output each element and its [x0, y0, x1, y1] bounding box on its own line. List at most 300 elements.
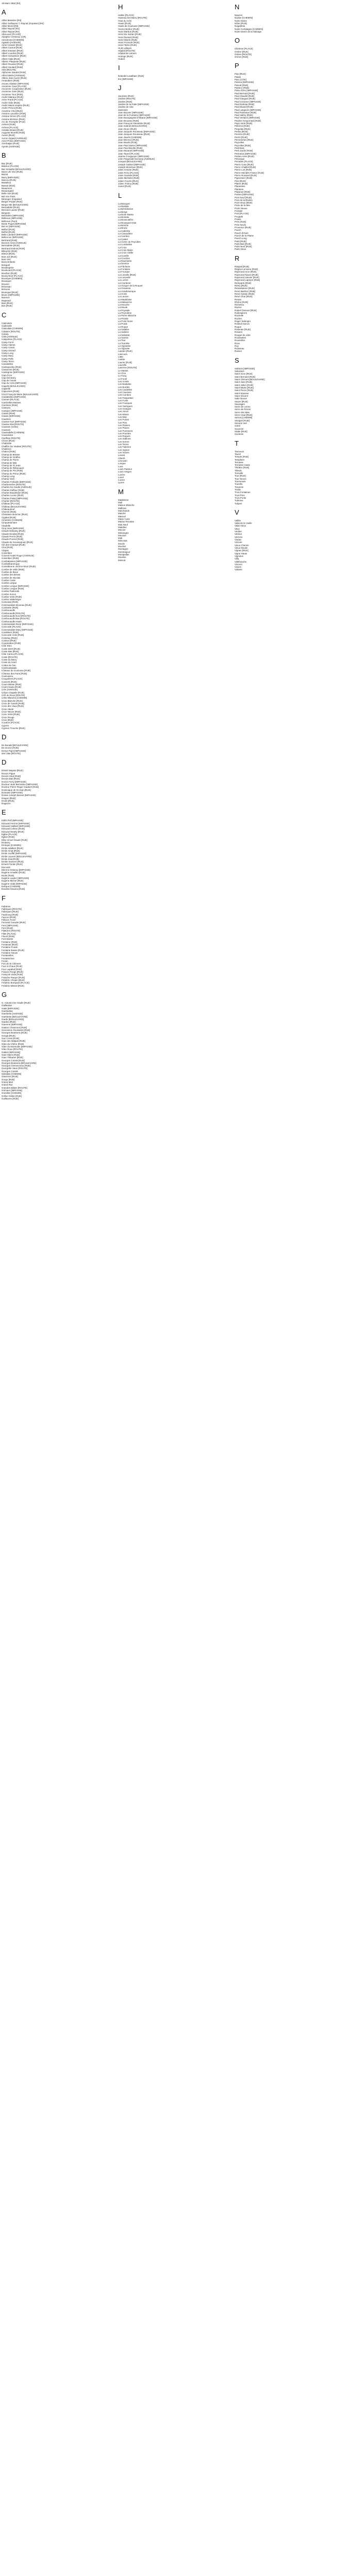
street-entry: Grand Rue [2, 1083, 13, 1087]
street-entry: Félicien Fevre [2, 919, 16, 922]
street-entry: Valat de la Vieille [235, 522, 252, 525]
street-entry: Puech [235, 229, 241, 232]
street-entry: Jean de la Fontaine [IMPASSE] [118, 114, 151, 117]
street-entry: Pays Verts [RUE] [235, 122, 253, 125]
street-entry: Brune [IMPASSE] [2, 294, 20, 296]
street-entry: Clapas [2, 549, 9, 552]
street-entry: Coste [ROUTE] [2, 655, 18, 658]
street-entry: Porte Neuve [235, 207, 247, 210]
street-entry: Serre de Lerme [235, 405, 251, 409]
street-entry: Jules Michelet [RUE] [118, 177, 140, 180]
street-entry: Anselme Chol [RUE] [2, 109, 23, 112]
street-entry: Pareira [IMPASSE] [235, 81, 254, 84]
street-entry: Jules Ferry [PLACE] [118, 171, 139, 174]
street-entry: Bouvier [2, 282, 10, 285]
index-section [118, 84, 233, 188]
street-entry: Gaillardas [2, 1004, 12, 1007]
street-entry: Albert Einstein [RUE] [2, 49, 23, 52]
street-entry: Olivières [PLACE] [235, 47, 253, 50]
street-entry: Jardins [RUE] [118, 100, 132, 103]
street-entry: Croix Verte [RUE] [2, 713, 20, 716]
street-entry: Combouaulls Nord [ROUTE] [2, 615, 30, 617]
street-entry: Pont Neuf [RUE] [235, 196, 252, 199]
street-entry: Eugène Michel [RUE] [2, 879, 24, 883]
street-entry: Verdier [235, 530, 242, 533]
street-entry: Les Priorités [118, 432, 131, 435]
street-entry: Fabriques [ROUTE] [2, 907, 22, 910]
street-entry: Taurel [235, 452, 241, 455]
street-entry: Frédéric Bompard [PLACE] [2, 981, 29, 985]
street-entry: Joseph Monclave [RUE] [118, 166, 143, 169]
street-entry: Richelieu [235, 303, 244, 307]
street-entry: Marius Roustan [118, 520, 135, 523]
street-entry: Calvaire [ROUTE] [2, 330, 20, 333]
street-entry: Raymond Lapeyre [RUE] [235, 279, 260, 282]
street-entry: Beaumont [2, 187, 12, 190]
street-entry: De Gozon [RUE] [2, 747, 19, 750]
street-entry: Faubourg [RUE] [2, 913, 19, 916]
street-entry: Les Tuileries [118, 446, 131, 449]
street-entry: La Bénédiction [118, 208, 134, 211]
street-entry: Tonnelle [235, 472, 243, 475]
street-entry: Chalon [RUE] [2, 450, 16, 453]
street-entry: Post [PLACE] [235, 212, 249, 215]
street-entry: Causse Bas [ROUTE] [2, 423, 24, 426]
street-entry: Cap d'Aze [2, 374, 12, 377]
street-entry: Droits [RUE] [2, 799, 14, 802]
street-entry: Vigne Haute [235, 552, 247, 555]
street-entry: Tuileries [235, 499, 243, 502]
index-section [2, 733, 116, 755]
street-entry: Béranger (Impasse) [2, 198, 22, 201]
street-entry: Anne Frank [PLACE] [2, 98, 23, 101]
street-entry: Viaduc [235, 538, 242, 541]
street-entry: Camp Gérard [2, 349, 15, 352]
street-entry: Cinq Aires [IMPASSE] [2, 527, 24, 530]
index-section [235, 62, 348, 250]
street-entry: Capitelle [2, 387, 11, 391]
street-entry: Cantegrive [IMPASSE] [2, 371, 25, 374]
street-entry: Bernadette [RUE] [2, 206, 20, 209]
street-entry: Henri Fromont [RUE] [118, 41, 140, 44]
street-entry: Roland Garros [235, 323, 250, 326]
street-entry: Puits Vieux [235, 248, 246, 251]
street-entry: Charlier [ROUTE] [2, 499, 20, 502]
street-entry: Jumel [RUE] [118, 185, 131, 188]
street-entry: Les Fourques [118, 402, 132, 405]
street-entry: Henri Dunant [RUE] [118, 36, 139, 39]
street-entry: Cécil François Marie [BOULEVARD] [2, 393, 39, 396]
street-entry: Perrière [RUE] [235, 133, 250, 136]
street-entry: Crêpe Chapelle [RUE] [2, 691, 24, 694]
street-entry: Pervenches [RUE] [235, 138, 254, 141]
street-entry: Lunel [118, 476, 124, 479]
street-entry: Remparts [RUE] [235, 281, 252, 284]
street-entry: Pins [RUE] [235, 179, 246, 182]
street-entry: Caudens [2, 417, 11, 420]
street-entry: Claude Perrin [RUE] [2, 535, 23, 538]
street-entry: Marie Curie [118, 517, 130, 520]
street-entry: Albert Schweitzer [RUE] [2, 55, 26, 58]
street-entry: Le Clos [118, 371, 126, 375]
street-entry: Valat Vieux [235, 524, 246, 528]
street-entry: Caussèdes [2, 434, 13, 437]
street-entry: Camp Tercic [2, 360, 14, 363]
street-entry: Cassis [RUE] [2, 412, 15, 415]
street-entry: Parc [CITE] [235, 78, 246, 81]
street-entry: Pierre Loti [RUE] [235, 168, 252, 172]
street-entry: Rosiers [235, 331, 243, 334]
street-entry: Combalasses [IMPASSE] [2, 560, 27, 563]
street-entry: Boulevard [PLACE] [2, 269, 22, 272]
index-column-1 [2, 2, 116, 1104]
street-entry: Les Sablons [118, 437, 131, 440]
street-entry: Planasses [235, 185, 245, 188]
street-entry: Jean Paul Brieille [RUE] [118, 146, 143, 149]
street-entry: Paul Delmas [RUE] [235, 103, 255, 106]
street-entry: Coste du Gard [2, 661, 16, 664]
street-entry: Bréussan [2, 285, 11, 289]
section-letter-heading: A [2, 8, 6, 16]
street-entry: Les Granges [118, 408, 131, 410]
street-entry: Les Viviers [118, 451, 129, 454]
street-entry: La Croix Vieille [118, 251, 134, 255]
street-entry: Georges Cazals [RUE] [2, 1059, 25, 1062]
street-entry: La Moule [118, 306, 128, 309]
street-entry: Bel Aire Paris [2, 195, 15, 198]
street-entry: Saint Jean [RUE] [235, 381, 253, 384]
street-entry: Horloge [RUE] [118, 55, 133, 58]
section-letter-heading: M [118, 487, 124, 496]
street-entry: Louis Aragon [118, 470, 131, 473]
street-entry: Jean Giono [RUE] [118, 127, 137, 130]
street-entry: Fabriques [RUE] [2, 910, 19, 913]
street-entry: Fontaine Froide [2, 946, 18, 949]
street-entry: Les Terres [118, 443, 129, 446]
street-entry: Croix Haute [2, 707, 14, 710]
street-entry: Concorde Voile [RUE] [2, 634, 24, 637]
street-entry: Petites Aires [RUE] [235, 155, 254, 158]
street-entry: Emile Zola [RUE] [2, 857, 20, 860]
street-entry: La Carrièraz [118, 281, 131, 284]
street-entry: Les Mas [118, 415, 127, 418]
street-entry: Clos [RUE] [2, 546, 13, 549]
street-entry: La Bastide [118, 205, 129, 208]
street-entry: Eglise [PLACE] [2, 833, 18, 836]
street-entry: Eugène Amadéo [RUE] [2, 871, 25, 874]
street-entry: La Porte Noire [118, 320, 133, 323]
street-entry: Citadelle [2, 524, 11, 527]
street-entry: Louis Pasteur [118, 467, 132, 470]
street-entry: Belvédère [IMPASSE] [2, 214, 24, 217]
street-entry: G. Antonini De Gaulle [RUE] [2, 1001, 30, 1004]
street-entry: Tilleuls [235, 469, 242, 472]
street-entry: Baron de Vive [RUE] [2, 170, 23, 173]
street-entry: Mail [118, 501, 123, 504]
street-entry: Bourbon [RUE] [2, 272, 17, 275]
street-entry: Saint Julien [RUE] [235, 383, 254, 386]
street-entry: Tulipes [235, 502, 242, 505]
street-entry: Champ de Brasse [2, 453, 20, 456]
street-entry: Pierre Curie [RUE] [235, 163, 254, 166]
street-entry: Gambettas [2, 1009, 13, 1012]
street-entry: Camp Mury [2, 354, 13, 358]
street-entry: Fontaine Neuve [2, 951, 18, 954]
street-entry: Aymès [AVENUE] [2, 145, 20, 148]
street-entry: Côteaux des Fans [RUE] [2, 672, 27, 675]
street-entry: Les Places [118, 427, 129, 430]
street-entry: Buis [RUE] [2, 301, 13, 304]
street-entry: Devois Haut [RUE] [2, 775, 21, 777]
street-entry: Bons Enfants [2, 261, 15, 264]
street-entry: Les Bastides [118, 383, 131, 386]
street-entry: Colombier [RUE] [2, 557, 19, 560]
street-entry: Cougolines [PLACE] [2, 677, 23, 681]
street-entry: Camp Canat [2, 346, 14, 349]
street-entry: Saint Bernard [RUE] [235, 375, 256, 378]
street-entry: Pont de la Rivière [235, 198, 253, 201]
street-entry: Bois Joli [RUE] [2, 255, 17, 258]
street-entry: La Fâcherie [118, 265, 130, 268]
street-entry: Edouard Branly [RUE] [2, 830, 24, 833]
street-entry: Fontanas [RUE] [2, 943, 18, 946]
street-entry: Peyrolles [235, 141, 244, 144]
street-entry: Verrerie [235, 535, 243, 538]
street-entry: Christiane Bourzac [RUE] [2, 513, 28, 516]
street-entry: Guillaume [RUE] [2, 1097, 19, 1100]
street-entry: Fers [IMPASSE] [2, 924, 18, 927]
street-entry: Alphonse Daudet [RUE] [2, 71, 26, 74]
street-entry: Tourelle [235, 483, 243, 486]
street-entry: Arènes [RUE] [2, 123, 16, 126]
street-entry: La Peyrade [118, 309, 130, 312]
street-entry: Ilre [IMPASSE] [118, 77, 134, 80]
street-entry: Combe de Boue [2, 571, 19, 573]
street-entry: Montpellier [118, 553, 129, 556]
street-entry: Emile Adalbert [RUE] [2, 846, 23, 850]
street-entry: Midi [118, 537, 123, 540]
street-entry: Platanes [RUE] [235, 190, 251, 193]
street-entry: La Madelaine [118, 298, 132, 301]
street-entry: Ilelandel Lavalbaer [RUE] [118, 75, 144, 78]
street-entry: Fernand Caradet [RUE] [2, 921, 26, 924]
street-entry: Auguste Morelle [RUE] [2, 131, 25, 134]
street-entry: Edith Piaf [IMPASSE] [2, 819, 24, 822]
street-entry: Puits Neuf [RUE] [235, 245, 252, 248]
street-entry: La Castel [118, 238, 128, 241]
street-entry: Mas Neuf [118, 523, 128, 526]
street-entry: Jean Bouvier [IMPASSE] [118, 111, 143, 114]
street-entry: Antoine Bresson [RUE] [2, 117, 25, 121]
index-section [2, 808, 116, 890]
street-entry: Le Marais [118, 369, 128, 372]
street-entry: Bellevue (Pont) [2, 219, 18, 223]
street-entry: Landes [RUE] [118, 350, 132, 353]
street-entry: Boulangerie [2, 266, 14, 269]
street-entry: Commandant René [IMPASSE] [2, 622, 34, 625]
index-section [235, 357, 348, 436]
street-entry: Raymond Janvier [RUE] [235, 276, 259, 279]
street-entry: 19 Mars 1962 [R4] [2, 2, 21, 5]
street-entry: Gare Marin [RUE] [2, 1053, 20, 1056]
street-entry: Maison Blanche [118, 504, 135, 507]
street-entry: Calendale [CHEMIN] [2, 327, 23, 330]
street-entry: Coulouvieu [2, 674, 13, 677]
street-entry: Crêt du Roux [ROUTE] [2, 694, 25, 697]
street-entry: Charles De Gaulle [AVENUE] [2, 486, 31, 489]
street-entry: Edouard Lebrun [RUE] [2, 827, 25, 831]
street-entry: Patio d'Ore [IMPASSE] [235, 89, 258, 92]
street-entry: Paul Eluard [RUE] [235, 106, 254, 109]
index-section [118, 488, 233, 562]
street-entry: Pélerins [RUE] [235, 125, 250, 128]
street-entry: Trois Fontaines [235, 491, 251, 494]
street-entry: Arènes [PLACE] [2, 126, 19, 129]
street-entry: Bergerie [2, 211, 10, 214]
street-entry: Bac [RUE] [2, 162, 12, 165]
street-entry: Buisson [2, 296, 10, 299]
street-entry: Marché [118, 512, 126, 515]
street-entry: Les Mares [118, 413, 129, 416]
street-entry: Abbé Moret [R6] [2, 24, 19, 27]
street-entry: Côte Cartou [PLACE] [2, 653, 24, 656]
street-entry: Hôpital de Laniers [118, 52, 137, 55]
street-entry: Bertrand Dubois [RUE] [2, 247, 25, 250]
street-entry: La Tour [118, 339, 126, 342]
street-entry: Combe Largue [2, 582, 17, 585]
street-entry: La Borie Basse [118, 213, 134, 216]
street-entry: Peyrolles [RUE] [235, 144, 251, 147]
street-entry: Rouget de Lisle [235, 333, 251, 336]
street-entry: Doctor Ferry [IMPASSE] [2, 780, 26, 783]
street-entry: Combe Suzon [2, 592, 16, 596]
street-entry: René Char [RUE] [235, 295, 253, 298]
street-entry: Claude Ponsot [RUE] [2, 538, 24, 541]
street-entry: Bertrand [RUE] [2, 239, 18, 242]
street-entry: Mimosas [118, 539, 127, 543]
street-entry: Meunier [118, 534, 127, 537]
street-entry: André Marie Ampère [RUE] [2, 104, 29, 107]
street-entry: Franche Parque [RUE] [2, 976, 25, 979]
street-entry: Combe des Brises [2, 573, 21, 577]
street-entry: Haute [RUE] [118, 22, 131, 25]
street-entry: La Horte [118, 292, 127, 295]
street-entry: Prairie [235, 218, 241, 221]
street-entry: Paul Valéry [RUE] [235, 114, 253, 117]
street-entry: La Pierre Blanche [118, 314, 137, 317]
street-entry: La Lozère [118, 279, 128, 282]
street-entry: Jean Gabriel [BOULEVARD] [118, 125, 147, 128]
street-entry: La Cruzière [118, 257, 130, 260]
street-entry: Jean Jacques Rousseau [RUE] [118, 133, 150, 136]
street-entry: Jonquet [BOULEVARD] [118, 160, 142, 163]
street-entry: Auzon Gigard [AVENUE] [2, 137, 27, 140]
street-entry: Petit Bois [235, 146, 244, 149]
street-entry: Fontaine [RUE] [2, 940, 18, 943]
street-entry: Combe de Nicolas [2, 576, 21, 579]
street-entry: Claude de Goussegouin [RUE] [2, 540, 33, 544]
street-entry: Voltaire [235, 568, 242, 571]
street-entry: Combe Pastorale [2, 590, 20, 593]
street-entry: La Carrière [118, 235, 130, 238]
street-entry: Belle Vue [RUE] [2, 192, 18, 195]
street-entry: Treille [235, 488, 241, 491]
street-entry: Couvent [RUE] [2, 680, 17, 683]
street-entry: Soleil [235, 425, 240, 428]
street-entry: Levant [118, 454, 125, 457]
street-entry: Désiré Mejaire [RUE] [2, 769, 23, 772]
street-entry: Suzanne [235, 433, 244, 436]
street-entry: Camp Ferré [2, 341, 14, 344]
street-entry: Saint Anne [RUE] [235, 372, 253, 376]
section-letter-heading: T [235, 439, 239, 447]
street-entry: Hector Berlioz [RUE] [118, 27, 139, 30]
street-entry: Ancienne Cave [PLACE] [2, 84, 27, 88]
street-entry: Porte de la Mer [235, 204, 251, 207]
street-entry: Grandes Bâties [ROUTE] [2, 1086, 27, 1089]
section-letter-heading: P [235, 62, 239, 70]
street-entry: René Cassin [RUE] [235, 292, 255, 295]
street-entry: Terrasse Haute [235, 464, 251, 467]
street-entry: Renaissance [RUE] [235, 287, 255, 290]
index-section [2, 311, 116, 730]
street-entry: La Salabre [118, 328, 129, 331]
street-entry: Nogaléras [235, 25, 245, 28]
street-entry: Abbé Guillaume T. Raynal (Impasse) [R4] [2, 22, 44, 25]
street-entry: Perles [RUE] [235, 130, 248, 133]
street-entry: Moulin [118, 542, 125, 545]
street-entry: Calix [AVENUE] [2, 335, 18, 338]
street-entry: Vignoles [235, 554, 243, 557]
street-entry: Albert Camus [RUE] [2, 46, 22, 49]
street-entry: Nôtre [RUE] [235, 22, 247, 25]
street-entry: Garenne [IMPASSE] [2, 1023, 23, 1026]
street-entry: Dragon [RUE] [2, 796, 16, 800]
section-letter-heading: E [2, 808, 6, 817]
street-entry: Paul Verlaine [IMPASSE] [235, 116, 260, 120]
street-entry: Docteur Pierre Roger Gaubert [RUE] [2, 786, 39, 789]
street-entry: Combette [RUE] [2, 606, 19, 609]
street-entry: Matelles [118, 526, 127, 529]
street-entry: Jean Moulin [RUE] [118, 141, 137, 144]
street-entry: Les Cardelles [118, 388, 132, 391]
street-entry: Fontaine Basse [RUE] [2, 948, 24, 952]
street-entry: François Viala [RUE] [2, 973, 23, 976]
street-entry: Hameau Del Barry [ROUTE] [118, 16, 147, 20]
street-entry: Four à Chaux [RUE] [2, 965, 22, 968]
street-entry: Lyons [118, 481, 124, 484]
section-letter-heading: D [2, 733, 7, 741]
street-entry: Combe Valdenègre [2, 598, 21, 601]
street-entry: Les Serres [118, 440, 129, 443]
street-entry: Champ de Mat [2, 461, 17, 464]
street-entry: Chalières [2, 447, 11, 450]
street-entry: Serres [CHEMIN] [235, 416, 253, 419]
street-entry: Cap Del Barry [2, 376, 16, 379]
street-entry: Dominique de St Jean [RUE] [2, 788, 31, 791]
street-entry: Ordres [ROUTE] [235, 53, 252, 56]
street-entry: Carteyra [2, 406, 11, 410]
street-entry: Filatures [ROUTE] [2, 929, 21, 933]
section-letter-heading: G [2, 990, 7, 998]
street-entry: Côte Dieu [2, 645, 12, 648]
street-entry: La Peyrolène [118, 312, 132, 315]
street-entry: Henri Martin [RUE] [118, 38, 138, 41]
street-entry: Abreuvoir [PLACE] [2, 32, 21, 36]
street-entry: Jules Antoine [RUE] [118, 168, 139, 172]
street-entry: Aimé Césaire [RUE] [2, 44, 22, 47]
street-entry: Ancienne Coopérative [RUE] [2, 88, 31, 91]
